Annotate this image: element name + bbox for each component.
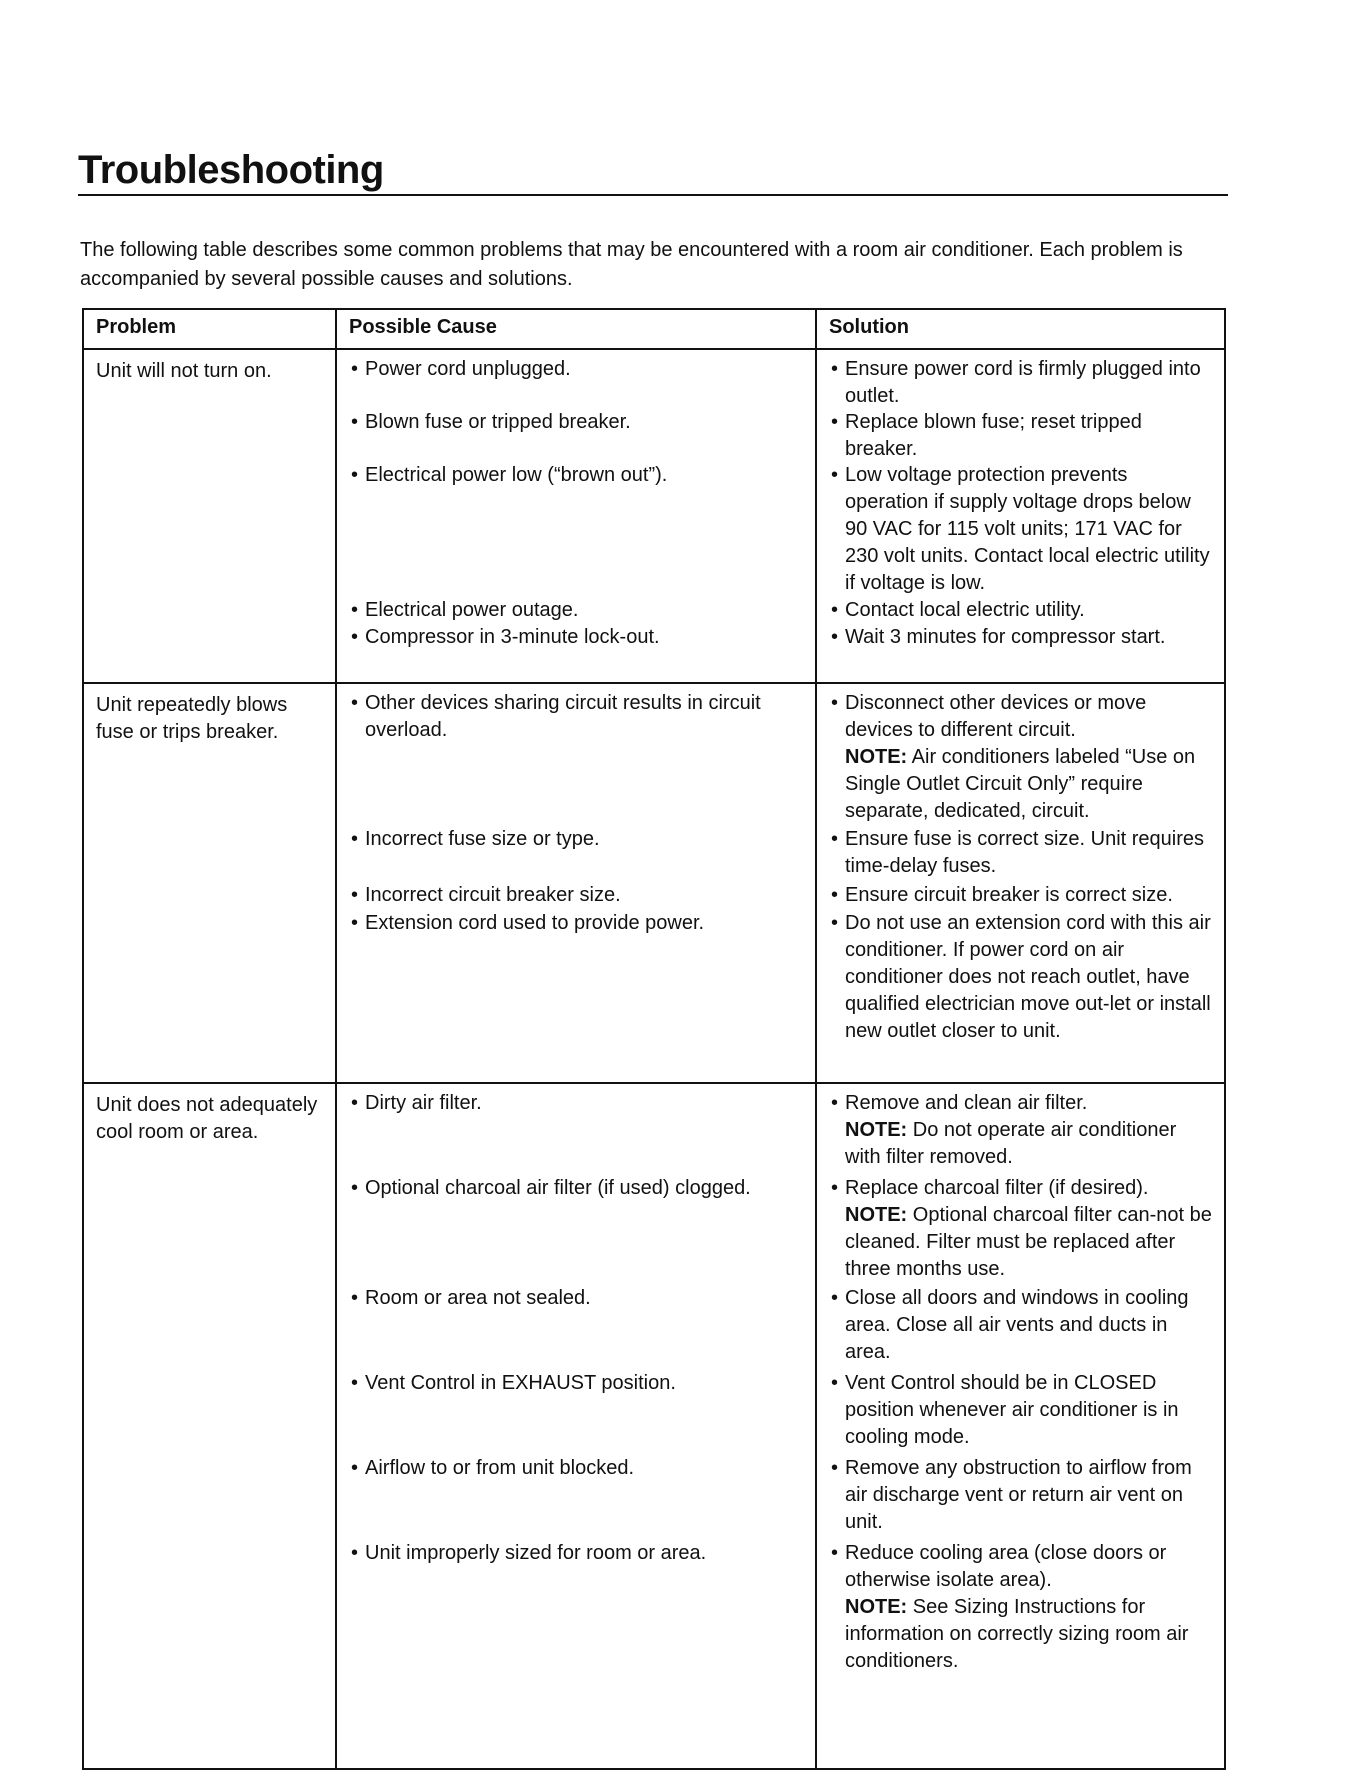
note-text bbox=[831, 744, 1214, 825]
cause-item bbox=[351, 356, 805, 409]
problem-cell bbox=[83, 1083, 336, 1769]
solution-item bbox=[831, 1540, 1214, 1675]
cause-item bbox=[351, 826, 805, 882]
solution-text: Vent Control should be in CLOSED position whenever air conditioner is in cooling mode. bbox=[845, 1372, 1179, 1448]
solution-text: Remove and clean air filter. bbox=[845, 1092, 1088, 1114]
bullet-icon: • bbox=[351, 358, 359, 380]
header-solution: Solution bbox=[816, 309, 1225, 349]
table-row bbox=[83, 349, 1225, 683]
bullet-icon: • bbox=[351, 1457, 359, 1479]
solution-text: Replace charcoal filter (if desired). bbox=[845, 1177, 1149, 1199]
cause-text: Electrical power low (“brown out”). bbox=[365, 464, 668, 486]
bullet-icon: • bbox=[351, 1542, 359, 1564]
note-label: NOTE: bbox=[845, 1596, 908, 1618]
solution-item bbox=[831, 597, 1214, 624]
solution-item bbox=[831, 882, 1214, 910]
bullet-icon: • bbox=[831, 884, 839, 906]
cause-item bbox=[351, 1455, 805, 1540]
troubleshooting-table bbox=[82, 308, 1226, 1770]
bullet-icon: • bbox=[831, 464, 839, 486]
bullet-icon: • bbox=[351, 1287, 359, 1309]
solution-text: Disconnect other devices or move devices to different circuit. bbox=[845, 692, 1147, 741]
table-header-row bbox=[83, 309, 1225, 349]
cause-item bbox=[351, 1540, 805, 1567]
cause-text: Compressor in 3-minute lock-out. bbox=[365, 626, 660, 648]
note-body: Air conditioners labeled “Use on Single Outlet Circuit Only” require separate, dedicated, circuit. bbox=[845, 746, 1196, 822]
cause-text: Other devices sharing circuit results in circuit overload. bbox=[365, 692, 761, 741]
solution-item bbox=[831, 826, 1214, 882]
note-label: NOTE: bbox=[845, 1204, 908, 1226]
bullet-icon: • bbox=[351, 884, 359, 906]
bullet-icon: • bbox=[351, 599, 359, 621]
solution-cell bbox=[816, 349, 1225, 683]
bullet-icon: • bbox=[351, 1177, 359, 1199]
solution-item bbox=[831, 910, 1214, 1045]
note-body: See Sizing Instructions for information on correctly sizing room air conditioners. bbox=[845, 1596, 1189, 1672]
cause-text: Electrical power outage. bbox=[365, 599, 579, 621]
solution-text: Do not use an extension cord with this air conditioner. If power cord on air conditioner does not reach outlet, have qualified electrician move out-let or install new outlet closer to unit. bbox=[845, 912, 1211, 1042]
cause-cell bbox=[336, 1083, 816, 1769]
bullet-icon: • bbox=[831, 1372, 839, 1394]
bullet-icon: • bbox=[351, 912, 359, 934]
solution-item bbox=[831, 1175, 1214, 1285]
cause-text: Extension cord used to provide power. bbox=[365, 912, 705, 934]
bullet-icon: • bbox=[351, 692, 359, 714]
solution-text: Ensure fuse is correct size. Unit requires time-delay fuses. bbox=[845, 828, 1205, 877]
cause-cell bbox=[336, 349, 816, 683]
bullet-icon: • bbox=[831, 1542, 839, 1564]
note-label: NOTE: bbox=[845, 1119, 908, 1141]
solution-text: Wait 3 minutes for compressor start. bbox=[845, 626, 1166, 648]
cause-item bbox=[351, 882, 805, 910]
bullet-icon: • bbox=[831, 599, 839, 621]
solution-item bbox=[831, 624, 1214, 651]
solution-text: Replace blown fuse; reset tripped breaker. bbox=[845, 411, 1142, 460]
solution-item bbox=[831, 356, 1214, 409]
solution-item bbox=[831, 1370, 1214, 1455]
bullet-icon: • bbox=[831, 1177, 839, 1199]
bullet-icon: • bbox=[831, 411, 839, 433]
bullet-icon: • bbox=[831, 626, 839, 648]
bullet-icon: • bbox=[351, 828, 359, 850]
cause-item bbox=[351, 1175, 805, 1285]
solution-item bbox=[831, 1455, 1214, 1540]
cause-item bbox=[351, 1370, 805, 1455]
solution-text: Low voltage protection prevents operation if supply voltage drops below 90 VAC for 115 volt units; 171 VAC for 230 volt units. Contact local electric utility if voltage is low. bbox=[845, 464, 1210, 594]
cause-item bbox=[351, 910, 805, 937]
bullet-icon: • bbox=[351, 411, 359, 433]
solution-item bbox=[831, 1090, 1214, 1175]
solution-text: Close all doors and windows in cooling area. Close all air vents and ducts in area. bbox=[845, 1287, 1189, 1363]
solution-cell bbox=[816, 1083, 1225, 1769]
page-title: Troubleshooting bbox=[78, 148, 384, 192]
cause-text: Unit improperly sized for room or area. bbox=[365, 1542, 707, 1564]
bullet-icon: • bbox=[831, 828, 839, 850]
cause-text: Optional charcoal air filter (if used) clogged. bbox=[365, 1177, 751, 1199]
bullet-icon: • bbox=[831, 1287, 839, 1309]
cause-text: Incorrect circuit breaker size. bbox=[365, 884, 621, 906]
cause-text: Power cord unplugged. bbox=[365, 358, 571, 380]
cause-item bbox=[351, 597, 805, 624]
problem-text: Unit repeatedly blows fuse or trips breaker. bbox=[96, 694, 288, 743]
solution-text: Ensure power cord is firmly plugged into outlet. bbox=[845, 358, 1201, 407]
title-rule bbox=[78, 194, 1228, 196]
cause-item bbox=[351, 624, 805, 651]
solution-cell bbox=[816, 683, 1225, 1083]
problem-text: Unit does not adequately cool room or area. bbox=[96, 1094, 318, 1143]
cause-text: Dirty air filter. bbox=[365, 1092, 482, 1114]
problem-text: Unit will not turn on. bbox=[96, 360, 272, 382]
cause-text: Incorrect fuse size or type. bbox=[365, 828, 600, 850]
cause-cell bbox=[336, 683, 816, 1083]
cause-item bbox=[351, 1090, 805, 1175]
solution-item bbox=[831, 690, 1214, 826]
problem-cell bbox=[83, 349, 336, 683]
cause-text: Vent Control in EXHAUST position. bbox=[365, 1372, 676, 1394]
intro-paragraph: The following table describes some common problems that may be encountered with a room air conditioner. Each problem is accompanied by several possible causes and solutions. bbox=[80, 239, 1183, 290]
bullet-icon: • bbox=[831, 692, 839, 714]
solution-text: Contact local electric utility. bbox=[845, 599, 1085, 621]
note-label: NOTE: bbox=[845, 746, 908, 768]
bullet-icon: • bbox=[351, 464, 359, 486]
cause-item bbox=[351, 409, 805, 462]
bullet-icon: • bbox=[351, 1372, 359, 1394]
solution-item bbox=[831, 462, 1214, 597]
note-text bbox=[831, 1594, 1214, 1675]
header-problem: Problem bbox=[83, 309, 336, 349]
problem-cell bbox=[83, 683, 336, 1083]
note-text bbox=[831, 1202, 1214, 1283]
cause-item bbox=[351, 462, 805, 597]
solution-text: Ensure circuit breaker is correct size. bbox=[845, 884, 1173, 906]
solution-item bbox=[831, 1285, 1214, 1370]
cause-item bbox=[351, 1285, 805, 1370]
bullet-icon: • bbox=[831, 912, 839, 934]
solution-item bbox=[831, 409, 1214, 462]
table-row bbox=[83, 683, 1225, 1083]
header-possible-cause: Possible Cause bbox=[336, 309, 816, 349]
note-text bbox=[831, 1117, 1214, 1171]
bullet-icon: • bbox=[831, 358, 839, 380]
note-body: Do not operate air conditioner with filter removed. bbox=[845, 1119, 1177, 1168]
cause-text: Blown fuse or tripped breaker. bbox=[365, 411, 631, 433]
note-body: Optional charcoal filter can-not be cleaned. Filter must be replaced after three months use. bbox=[845, 1204, 1212, 1280]
bullet-icon: • bbox=[351, 1092, 359, 1114]
solution-text: Remove any obstruction to airflow from air discharge vent or return air vent on unit. bbox=[845, 1457, 1192, 1533]
cause-item bbox=[351, 690, 805, 826]
bullet-icon: • bbox=[831, 1092, 839, 1114]
bullet-icon: • bbox=[831, 1457, 839, 1479]
cause-text: Airflow to or from unit blocked. bbox=[365, 1457, 634, 1479]
solution-text: Reduce cooling area (close doors or otherwise isolate area). bbox=[845, 1542, 1167, 1591]
table-row bbox=[83, 1083, 1225, 1769]
bullet-icon: • bbox=[351, 626, 359, 648]
cause-text: Room or area not sealed. bbox=[365, 1287, 591, 1309]
